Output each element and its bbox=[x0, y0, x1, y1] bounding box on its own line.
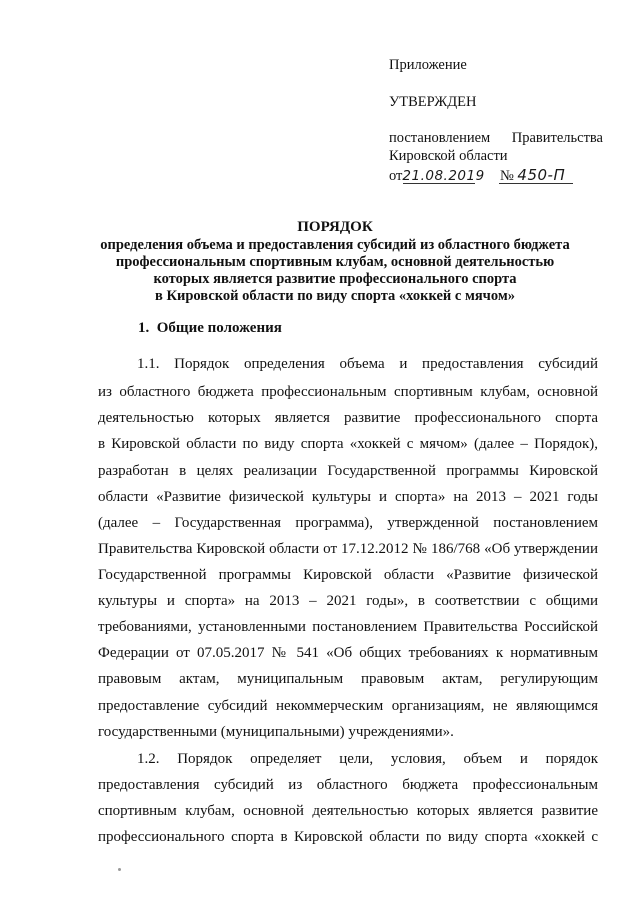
decree-line bbox=[389, 129, 603, 147]
decree-org: Правительства bbox=[511, 130, 603, 146]
handwritten-number: 450-П bbox=[517, 166, 566, 184]
paragraph-line: в Кировской области по виду спорта «хоккей с мячом» (далее – Порядок), bbox=[98, 436, 598, 452]
paragraph-line: (далее – Государственная программа), утвержденной постановлением bbox=[98, 515, 598, 531]
number-prefix: № bbox=[499, 168, 514, 184]
paragraph-line: Государственной программы Кировской области «Развитие физической bbox=[98, 567, 598, 583]
paragraph-line: профессионального спорта в Кировской области по виду спорта «хоккей с bbox=[98, 829, 598, 845]
paragraph-line: разработан в целях реализации Государственной программы Кировской bbox=[98, 463, 598, 479]
paragraph-line: культуры и спорта» на 2013 – 2021 годы», в соответствии с общими bbox=[98, 593, 598, 609]
paragraph-line: 1.1. Порядок определения объема и предоставления субсидий bbox=[137, 356, 598, 372]
paragraph-line: 1.2. Порядок определяет цели, условия, объем и порядок bbox=[137, 751, 598, 767]
title-line: профессиональным спортивным клубам, основной деятельностью bbox=[115, 254, 555, 270]
number-underline bbox=[499, 183, 573, 184]
document-title: ПОРЯДОК bbox=[297, 219, 373, 235]
decree-word: постановлением bbox=[389, 130, 491, 146]
paragraph-line: требованиями, установленными постановлением Правительства Российской bbox=[98, 619, 598, 635]
approved-label: УТВЕРЖДЕН bbox=[389, 94, 477, 110]
paragraph-line: предоставления субсидий из областного бюджета профессиональным bbox=[98, 777, 598, 793]
paragraph-line: деятельностью которых является развитие профессионального спорта bbox=[98, 410, 598, 426]
paragraph-line: из областного бюджета профессиональным спортивным клубам, основной bbox=[98, 384, 598, 400]
title-line: определения объема и предоставления субсидий из областного бюджета bbox=[100, 237, 570, 253]
paragraph-line: спортивным клубам, основной деятельностью которых является развитие bbox=[98, 803, 598, 819]
region-label: Кировской области bbox=[389, 148, 508, 164]
date-prefix: от bbox=[389, 168, 403, 184]
paragraph-line: Федерации от 07.05.2017 № 541 «Об общих требованиях к нормативным bbox=[98, 645, 598, 661]
paragraph-line: государственными (муниципальными) учреждениями». bbox=[98, 724, 454, 740]
appendix-label: Приложение bbox=[389, 57, 467, 73]
scan-speck bbox=[118, 868, 121, 871]
title-line: в Кировской области по виду спорта «хоккей с мячом» bbox=[155, 288, 515, 304]
date-underline bbox=[403, 183, 475, 184]
paragraph-line: предоставление субсидий некоммерческим организациям, не являющимся bbox=[98, 698, 598, 714]
paragraph-line: области «Развитие физической культуры и спорта» на 2013 – 2021 годы bbox=[98, 489, 598, 505]
title-line: которых является развитие профессионального спорта bbox=[153, 271, 517, 287]
paragraph-line: правовым актам, муниципальным правовым актам, регулирующим bbox=[98, 671, 598, 687]
handwritten-date: 21.08.2019 bbox=[402, 168, 485, 184]
section-heading: 1. Общие положения bbox=[138, 320, 282, 336]
paragraph-line: Правительства Кировской области от 17.12.2012 № 186/768 «Об утверждении bbox=[98, 541, 598, 557]
